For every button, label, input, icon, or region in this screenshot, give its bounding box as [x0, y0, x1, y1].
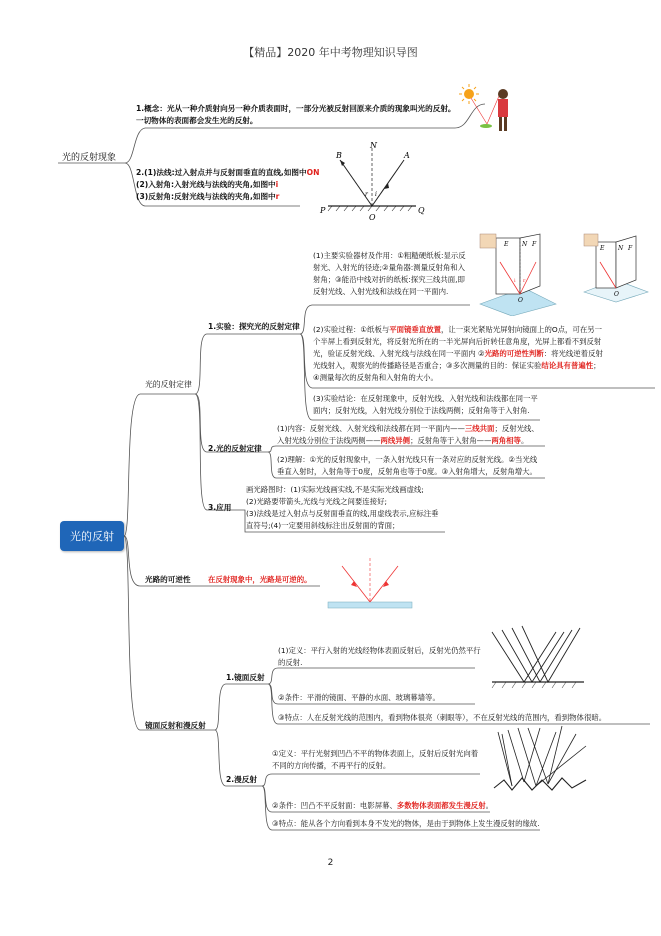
sun-icon: [464, 89, 474, 99]
mirror-def-1: (1)定义：平行入射的光线经物体表面反射后，反射光仍然平行: [278, 646, 481, 655]
label-N2: N: [522, 241, 528, 248]
diffuse-feature: ③特点：能从各个方向看到本身不发光的物体，是由于到物体上发生漫反射的缘故.: [272, 819, 540, 828]
label-O3: O: [614, 291, 619, 298]
exp-conclusion-2: 面内；反射光线，入射光线分别位于法线两侧；反射角等于入射角.: [313, 406, 530, 415]
page-number: 2: [327, 858, 334, 868]
branch-reflection-phenomenon: 光的反射现象: [62, 153, 117, 163]
label-F: F: [532, 241, 537, 248]
app-line-1: 画光路图时：(1)实际光线画实线,不是实际光线画虚线;: [246, 485, 424, 494]
exp-conclusion-1: (3)实验结论：在反射现象中，反射光线、入射光线和法线都在同一平: [313, 394, 538, 403]
exp-materials-3: 射角；③能沿中线对折的纸板:探究三线共面,即: [313, 275, 465, 284]
reflection-law-diagram: [318, 140, 428, 230]
branch-reversibility: 光路的可逆性: [145, 575, 191, 584]
hand-icon: [480, 234, 496, 248]
folded-board-figure: [582, 232, 654, 304]
application-title: 3.应用: [208, 503, 232, 512]
label-P: P: [320, 206, 326, 215]
label-N: N: [370, 141, 377, 150]
label-O: O: [369, 213, 376, 222]
diffuse-title: 2.漫反射: [226, 775, 257, 784]
exp-process-2: 个半屏上看到反射光，将反射光所在的一半光屏向后折转任意角度，光屏上都看不到反射: [313, 337, 602, 346]
label-B: B: [336, 151, 342, 160]
label-E3: E: [600, 245, 605, 252]
incidence-angle-def: [136, 179, 278, 190]
diffuse-condition: ②条件：凹凸不平反射面：电影屏幕、多数物体表面都发生漫反射。: [272, 801, 493, 810]
exp-process-3: 光，验证反射光线、入射光线与法线在同一平面内 ②光路的可逆性判断：将光线逆着反射: [313, 349, 603, 358]
label-E: E: [504, 241, 509, 248]
mirror-def-2: 的反射.: [278, 658, 303, 667]
label-F3: F: [628, 245, 633, 252]
experiment-setup-figure: [476, 232, 558, 316]
incidence-symbol: i: [275, 180, 279, 189]
label-i2: i: [514, 278, 516, 284]
diffuse-def-2: 不同的方向传播，不再平行的反射。: [272, 761, 391, 770]
diffuse-def-1: ①定义：平行光射到凹凸不平的物体表面上，反射后反射光向着: [272, 749, 479, 758]
mirror-title: 1.镜面反射: [226, 673, 265, 682]
branch-reflection-law: 光的反射定律: [145, 380, 192, 389]
exp-materials-1: (1)主要实验器材及作用：①粗糙硬纸板:显示反: [313, 251, 466, 260]
law-title: 2.光的反射定律: [208, 444, 262, 453]
law-understanding-1: (2)理解：①光的反射现象中，一条入射光线只有一条对应的反射光线。②当光线: [277, 455, 538, 464]
exp-materials-2: 射光、入射光的径迹;②量角器:测量反射角和入: [313, 263, 466, 272]
exp-process-1: (2)实验过程：①纸板与平面镜垂直放置，让一束光紧贴光屏射向镜面上的O点，可在另一: [313, 325, 603, 334]
page-header: 【精品】2020 年中考物理知识导图: [243, 46, 418, 59]
concept-line-2: 一切物体的表面都会发生光的反射。: [136, 116, 258, 125]
law-content-2: 入射光线分别位于法线两侧——两线异侧；反射角等于入射角——两角相等。: [277, 436, 529, 445]
concept-line-1: 1.概念：光从一种介质射向另一种介质表面时，一部分光被反射回原来介质的现象叫光的反射。: [136, 104, 456, 113]
diffuse-reflection-figure: [490, 724, 594, 800]
reflection-text: (3)反射角:反射光线与法线的夹角,如图中: [136, 192, 276, 201]
reversibility-text: 在反射现象中，光路是可逆的。: [208, 575, 312, 584]
normal-text: 2.(1)法线:过入射点并与反射面垂直的直线,如图中: [136, 168, 307, 177]
app-line-3: (3)法线是过入射点与反射面垂直的线,用虚线表示,应标注垂: [246, 509, 439, 518]
label-i: i: [375, 191, 377, 198]
normal-line-def: [136, 167, 319, 178]
law-understanding-2: 垂直入射时，入射角等于0度，反射角也等于0度。③入射角增大，反射角增大。: [277, 467, 537, 476]
exp-process-4: 光线射入，观察光的传播路径是否重合；③多次测量的目的：保证实验结论具有普遍性；: [313, 361, 601, 370]
law-content-1: (1)内容：反射光线、入射光线和法线都在同一平面内——三线共面；反射光线、: [277, 424, 539, 433]
girl-with-mirror-illustration: [455, 82, 525, 140]
branch-mirror-diffuse: 镜面反射和漫反射: [145, 721, 206, 730]
normal-symbol: ON: [306, 168, 320, 177]
exp-materials-4: 反射光线、入射光线和法线在同一平面内.: [313, 287, 449, 296]
mirror-feature: ③特点：人在反射光线的范围内，看到物体很亮（刺眼等），不在反射光线的范围内，看到物体很暗。: [278, 713, 607, 722]
label-r2: r: [523, 278, 526, 284]
app-line-2: (2)光路要带箭头,光线与光线之间要连接好;: [246, 497, 387, 506]
label-Q: Q: [418, 206, 425, 215]
reflection-symbol: r: [275, 192, 280, 201]
label-r: r: [365, 191, 368, 198]
mirror-condition: ②条件：平滑的镜面、平静的水面、玻璃幕墙等。: [278, 693, 440, 702]
root-node[interactable]: 光的反射: [60, 521, 124, 551]
experiment-title: 1.实验：探究光的反射定律: [208, 322, 300, 331]
incidence-text: (2)入射角:入射光线与法线的夹角,如图中: [136, 180, 276, 189]
mirror-on-ground: [480, 124, 492, 128]
exp-process-5: ④测量每次的反射角和入射角的大小。: [313, 373, 438, 382]
label-A: A: [404, 151, 410, 160]
reversibility-figure: [322, 552, 416, 612]
reflection-angle-def: [136, 191, 279, 202]
label-O2: O: [518, 297, 523, 304]
label-N3: N: [618, 245, 624, 252]
mirror-reflection-figure: [488, 624, 588, 696]
app-line-4: 直符号;(4)一定要用斜线标注出反射面的背面；: [246, 521, 400, 530]
